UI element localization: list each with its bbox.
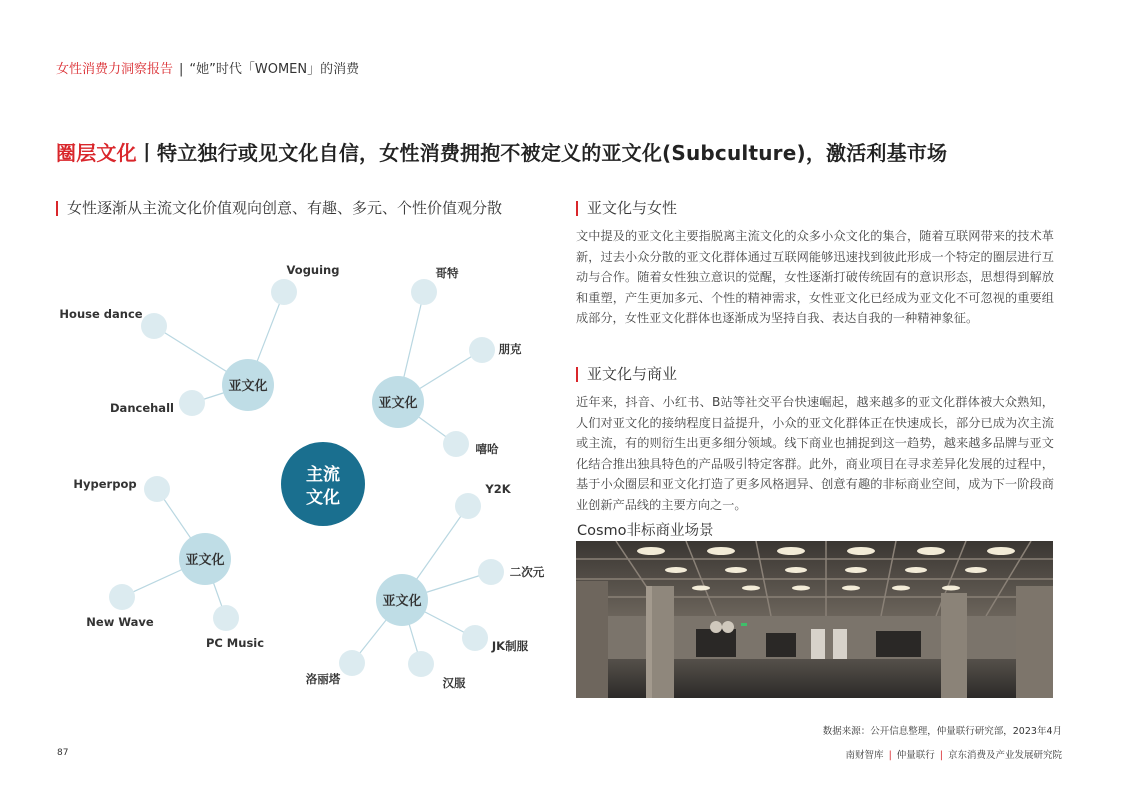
leaf-label: New Wave	[86, 615, 154, 629]
leaf-label: House dance	[59, 307, 143, 321]
leaf-node	[443, 431, 469, 457]
center-label-line2: 文化	[306, 488, 340, 508]
leaf-label: 嘻哈	[475, 442, 499, 456]
cosmo-store-photo	[576, 541, 1053, 698]
header-separator: |	[179, 62, 184, 77]
leaf-node	[213, 605, 239, 631]
leaf-node	[109, 584, 135, 610]
leaf-node	[462, 625, 488, 651]
leaf-node	[478, 559, 504, 585]
subculture-diagram	[40, 240, 570, 710]
subculture-label: 亚文化	[382, 594, 422, 609]
report-name: 女性消费力洞察报告	[56, 62, 174, 77]
title-separator: 丨	[136, 141, 158, 165]
leaf-node	[408, 651, 434, 677]
leaf-node	[144, 476, 170, 502]
page-number: 87	[57, 748, 69, 758]
center-label-line1: 主流	[306, 465, 340, 485]
section-body-subculture-business: 近年来，抖音、小红书、B站等社交平台快速崛起，越来越多的亚文化群体被大众熟知，人们对亚文化的接纳程度日益提升，小众的亚文化群体正在快速成长，部分已成为次主流或主流，有的则衍生出更多细分领域。线下商业也捕捉到这一趋势，越来越多品牌与亚文化结合推出独具特色的产品吸引特定客群。此外，商业项目在寻求差异化发展的过程中，基于小众圈层和亚文化打造了更多风格迥异、创意有趣的非标商业空间，成为下一阶段商业创新产品线的主要方向之一。	[576, 395, 1054, 512]
leaf-label: Voguing	[286, 263, 340, 277]
leaf-node	[271, 279, 297, 305]
section-heading-subculture-business: 亚文化与商业	[576, 367, 677, 382]
footer-org-2: 仲量联行	[896, 750, 935, 761]
report-header	[56, 58, 359, 77]
subculture-label: 亚文化	[378, 396, 418, 411]
section-heading-subculture-women: 亚文化与女性	[576, 201, 677, 216]
subculture-label: 亚文化	[228, 379, 268, 394]
report-subtitle: “她”时代「WOMEN」的消费	[189, 62, 360, 77]
subculture-label: 亚文化	[185, 553, 225, 568]
footer-org-1: 南财智库	[845, 750, 884, 761]
left-section-heading: 女性逐渐从主流文化价值观向创意、有趣、多元、个性价值观分散	[56, 201, 502, 216]
leaf-node	[469, 337, 495, 363]
title-text: 特立独行或见文化自信，女性消费拥抱不被定义的亚文化(Subculture)，激活利基市场	[157, 141, 948, 165]
leaf-label: 二次元	[509, 565, 545, 579]
leaf-label: 洛丽塔	[305, 672, 341, 686]
leaf-node	[179, 390, 205, 416]
leaf-label: JK制服	[491, 639, 529, 653]
leaf-node	[339, 650, 365, 676]
title-lead: 圈层文化	[56, 141, 137, 165]
footer-sep: |	[939, 750, 943, 761]
section-body-subculture-women: 文中提及的亚文化主要指脱离主流文化的众多小众文化的集合，随着互联网带来的技术革新，过去小众分散的亚文化群体通过互联网能够迅速找到彼此形成一个特定的圈层进行互动与合作。随着女性独立意识的觉醒，女性逐渐打破传统固有的意识形态，思想得到解放和重塑，产生更加多元、个性的精神需求，女性亚文化已经成为亚文化不可忽视的重要组成部分，女性亚文化群体也逐渐成为坚持自我、表达自我的一种精神象征。	[576, 229, 1054, 325]
leaf-label: 朋克	[498, 342, 522, 356]
photo-caption: Cosmo非标商业场景	[577, 523, 714, 539]
leaf-node	[455, 493, 481, 519]
leaf-label: Hyperpop	[73, 477, 137, 491]
footer-sep: |	[888, 750, 892, 761]
leaf-label: Dancehall	[110, 401, 174, 415]
leaf-node	[411, 279, 437, 305]
leaf-node	[141, 313, 167, 339]
footer-orgs	[846, 747, 1062, 761]
page-title	[56, 137, 947, 166]
footer-org-3: 京东消费及产业发展研究院	[947, 750, 1062, 761]
leaf-label: PC Music	[205, 636, 265, 650]
leaf-label: 哥特	[435, 266, 459, 280]
leaf-label: 汉服	[442, 676, 466, 690]
leaf-label: Y2K	[485, 482, 511, 496]
data-source: 数据来源：公开信息整理，仲量联行研究部，2023年4月	[822, 726, 1062, 737]
